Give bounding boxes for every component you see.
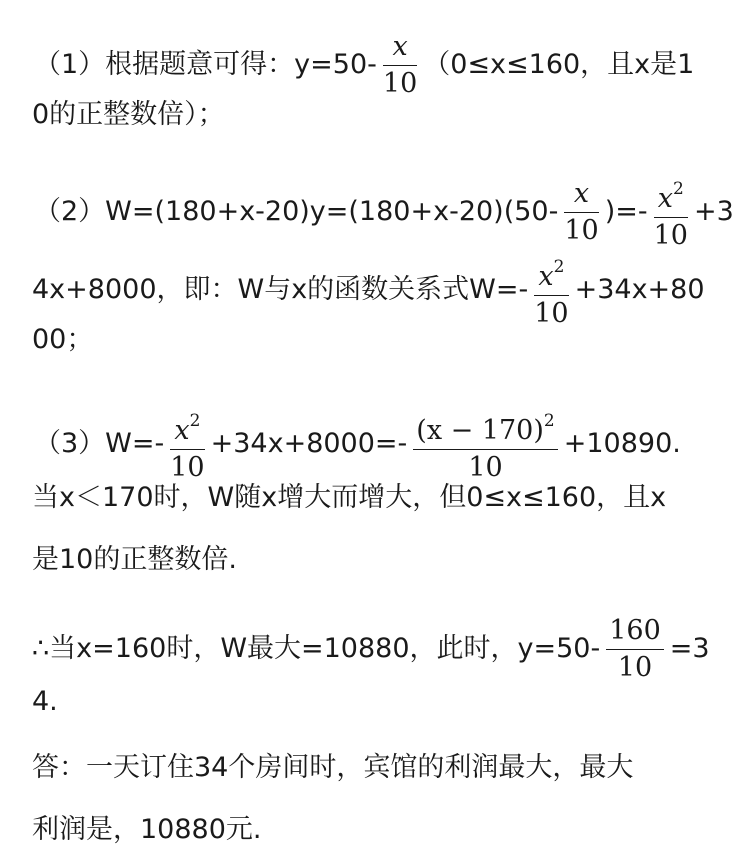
part3-suffix: +10890. bbox=[563, 428, 681, 459]
part1-suffix: （0≤x≤160，且x是1 bbox=[423, 49, 695, 80]
part2-line1 bbox=[34, 172, 734, 251]
part3-line1 bbox=[34, 404, 681, 483]
part1-fraction-denominator: 10 bbox=[382, 68, 418, 99]
part2-fraction1-denominator: 10 bbox=[564, 215, 599, 246]
part3-fraction2-denominator: 10 bbox=[468, 452, 503, 483]
part3-fraction3 bbox=[606, 614, 664, 685]
part1-line2: 0的正整数倍）； bbox=[32, 99, 225, 130]
part3-fraction1-denominator: 10 bbox=[170, 452, 205, 483]
part3-fraction1-numerator bbox=[170, 404, 204, 450]
part1-fraction bbox=[383, 30, 417, 101]
answer-line2: 利润是，10880元. bbox=[32, 814, 262, 845]
part2-suffix: +3 bbox=[693, 196, 734, 227]
part2-line2 bbox=[32, 250, 705, 329]
part3-line4-prefix: ∴当x=160时，W最大=10880，此时，y=50- bbox=[32, 633, 601, 664]
part2-fraction3 bbox=[534, 250, 568, 331]
answer-line1: 答：一天订住34个房间时，宾馆的利润最大，最大 bbox=[32, 752, 634, 783]
part2-fraction2-base: x bbox=[657, 183, 673, 214]
part3-line4 bbox=[32, 614, 710, 683]
part2-line2-suffix: +34x+80 bbox=[574, 274, 705, 305]
part3-fraction2-numerator bbox=[413, 404, 557, 450]
part3-fraction1-base: x bbox=[174, 415, 190, 446]
part3-line2: 当x＜170时，W随x增大而增大，但0≤x≤160，且x bbox=[32, 482, 667, 513]
part3-fraction2-exponent: 2 bbox=[543, 411, 555, 431]
part2-mid: )=- bbox=[604, 196, 648, 227]
part3-line3: 是10的正整数倍. bbox=[32, 544, 237, 575]
part3-line5: 4. bbox=[32, 686, 58, 717]
part3-fraction1-exponent: 2 bbox=[189, 411, 201, 431]
part3-fraction2 bbox=[413, 404, 557, 485]
part2-fraction2-exponent: 2 bbox=[672, 179, 684, 199]
part3-fraction1 bbox=[170, 404, 204, 485]
part2-fraction2 bbox=[654, 172, 688, 253]
part2-fraction2-numerator bbox=[654, 172, 688, 218]
part2-fraction2-denominator: 10 bbox=[653, 220, 688, 251]
part3-fraction3-numerator: 160 bbox=[606, 614, 664, 650]
part2-fraction1 bbox=[564, 177, 598, 248]
part2-fraction3-denominator: 10 bbox=[534, 298, 569, 329]
part3-prefix: （3）W=- bbox=[34, 428, 165, 459]
part2-line3: 00； bbox=[32, 324, 94, 355]
part2-fraction3-exponent: 2 bbox=[553, 257, 565, 277]
part3-fraction2-base: (x − 170) bbox=[416, 415, 544, 446]
part1-fraction-numerator: x bbox=[383, 30, 417, 66]
part2-fraction1-numerator: x bbox=[564, 177, 598, 213]
part3-fraction3-denominator: 10 bbox=[617, 652, 653, 683]
part3-line4-suffix: =3 bbox=[669, 633, 710, 664]
part2-fraction3-base: x bbox=[538, 261, 554, 292]
part2-prefix: （2）W=(180+x-20)y=(180+x-20)(50- bbox=[34, 196, 559, 227]
part2-line2-prefix: 4x+8000，即：W与x的函数关系式W=- bbox=[32, 274, 529, 305]
part1-line1 bbox=[34, 30, 695, 99]
part1-prefix: （1）根据题意可得：y=50- bbox=[34, 49, 377, 80]
part3-mid: +34x+8000=- bbox=[210, 428, 408, 459]
part2-fraction3-numerator bbox=[534, 250, 568, 296]
